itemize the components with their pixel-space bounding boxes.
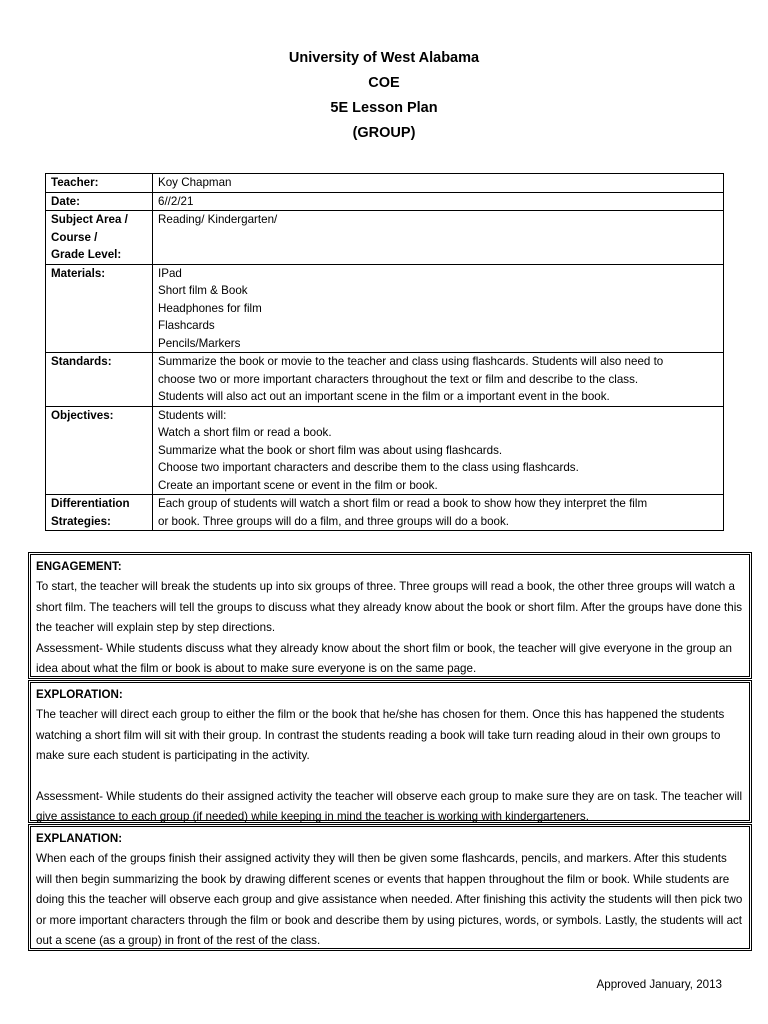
subject-label-line: Grade Level: xyxy=(51,248,122,261)
objectives-line: Create an important scene or event in the film or book. xyxy=(158,478,438,492)
date-value: 6//2/21 xyxy=(153,192,724,211)
standards-label: Standards: xyxy=(46,353,153,407)
objectives-value xyxy=(153,406,724,495)
standards-line: choose two or more important characters throughout the text or film and describe to the class. xyxy=(158,372,639,386)
subject-label-line: Course / xyxy=(51,230,98,244)
engagement-title: ENGAGEMENT: xyxy=(36,560,122,573)
date-label: Date: xyxy=(46,192,153,211)
differentiation-row xyxy=(46,495,724,531)
standards-line: Summarize the book or movie to the teacher and class using flashcards. Students will also need to xyxy=(158,355,664,368)
plan-type: (GROUP) xyxy=(352,125,416,141)
engagement-section xyxy=(28,552,752,679)
materials-value xyxy=(153,264,724,353)
exploration-text: The teacher will direct each group to either the film or the book that he/she has chosen for them. Once this has happened the students watching a short film will sit with their group. In contrast the students reading a book will take turn reading aloud in their own groups to make sure each student is participating in the activity. xyxy=(36,708,725,763)
materials-item: Headphones for film xyxy=(158,301,262,315)
objectives-row xyxy=(46,406,724,495)
lesson-info-table xyxy=(45,173,724,531)
exploration-section xyxy=(28,680,752,823)
objectives-line: Students will: xyxy=(158,408,227,422)
engagement-assessment: Assessment- While students discuss what they already know about the short film or book, the teacher will give everyone in the group an idea about what the film or book is about to make sure everyone is on the same page. xyxy=(36,641,732,676)
university-name: University of West Alabama xyxy=(288,50,480,66)
differentiation-line: or book. Three groups will do a film, and three groups will do a book. xyxy=(158,514,510,528)
teacher-label: Teacher: xyxy=(46,174,153,193)
differentiation-line: Each group of students will watch a short film or read a book to show how they interpret the film xyxy=(158,497,648,510)
materials-label: Materials: xyxy=(46,264,153,353)
materials-item: Pencils/Markers xyxy=(158,336,241,350)
teacher-row xyxy=(46,174,724,193)
materials-item: Short film & Book xyxy=(158,284,248,297)
date-row xyxy=(46,192,724,211)
explanation-section xyxy=(28,824,752,951)
materials-row xyxy=(46,264,724,353)
differentiation-value xyxy=(153,495,724,531)
college-name: COE xyxy=(368,75,400,91)
materials-item: Flashcards xyxy=(158,319,215,332)
materials-item: IPad xyxy=(158,266,182,280)
differentiation-label xyxy=(46,495,153,531)
objectives-line: Watch a short film or read a book. xyxy=(158,426,332,439)
subject-value: Reading/ Kindergarten/ xyxy=(153,211,724,265)
explanation-title: EXPLANATION: xyxy=(36,832,123,845)
explanation-text: When each of the groups finish their assigned activity they will then be given some flashcards, pencils, and markers. After this students will then begin summarizing the book by drawing different scenes or events that happen throughout the film or book. While students are doing this the teacher will observe each group and give assistance when needed. After finishing this activity the students will then pick two or more important characters through the film or book and describe them by using pictures, words, or symbols. Lastly, the students will act out a scene (as a group) in front of the rest of the class. xyxy=(36,852,743,948)
subject-label-line: Subject Area / xyxy=(51,213,128,226)
engagement-text: To start, the teacher will break the students up into six groups of three. Three groups will read a book, the other three groups will watch a short film. The teachers will tell the groups to discuss what they already know about the book or short film. After the groups have done this the teacher will explain step by step directions. xyxy=(36,580,743,635)
document-header xyxy=(0,46,768,146)
standards-row xyxy=(46,353,724,407)
exploration-title: EXPLORATION: xyxy=(36,688,123,701)
teacher-value: Koy Chapman xyxy=(153,174,724,193)
objectives-line: Summarize what the book or short film was about using flashcards. xyxy=(158,443,503,457)
standards-value xyxy=(153,353,724,407)
objectives-line: Choose two important characters and describe them to the class using flashcards. xyxy=(158,461,579,474)
plan-title: 5E Lesson Plan xyxy=(330,100,438,116)
subject-row xyxy=(46,211,724,265)
standards-line: Students will also act out an important scene in the film or a important event in the book. xyxy=(158,390,610,403)
exploration-assessment: Assessment- While students do their assigned activity the teacher will observe each group to make sure they are on task. The teacher will give assistance to each group (if needed) while keeping in mind the teacher is working with kindergarteners. xyxy=(36,789,743,824)
approval-footer: Approved January, 2013 xyxy=(596,978,722,991)
subject-label xyxy=(46,211,153,265)
objectives-label: Objectives: xyxy=(46,406,153,495)
differentiation-label-line: Strategies: xyxy=(51,514,111,528)
differentiation-label-line: Differentiation xyxy=(51,497,130,510)
